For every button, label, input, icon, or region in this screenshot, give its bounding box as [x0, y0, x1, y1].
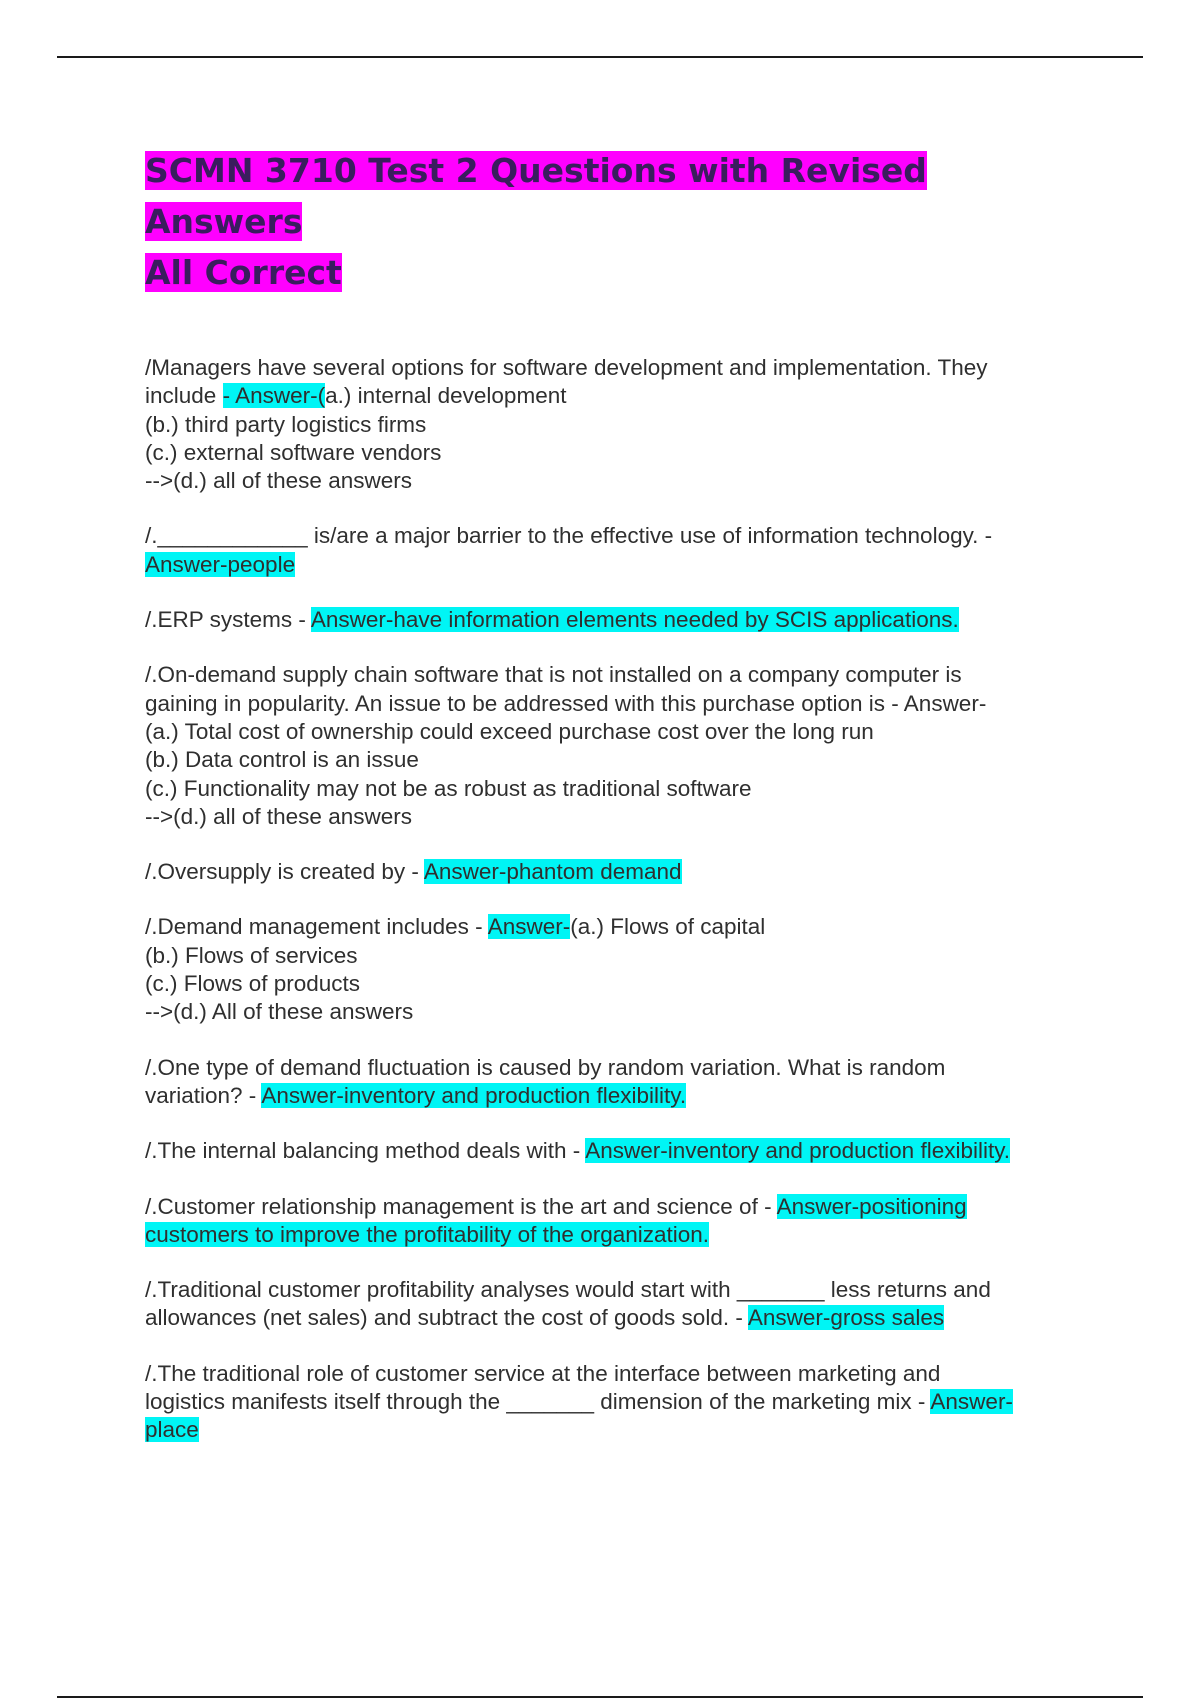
document-body: [145, 145, 1090, 1472]
option-c: (c.) Flows of products: [145, 971, 361, 997]
answer-highlight: - Answer-(: [222, 383, 326, 409]
question-line: [145, 1304, 1090, 1332]
answer-highlight: Answer-: [930, 1389, 1013, 1415]
question-line: [145, 606, 1090, 634]
document-title: [145, 145, 1090, 298]
qa-item-7: [145, 1054, 1090, 1111]
question-line: [145, 382, 1090, 410]
qa-item-2: [145, 522, 1090, 579]
option-text: a.) internal development: [325, 383, 567, 409]
question-text: /.Oversupply is created by -: [145, 859, 424, 885]
question-text: /.The internal balancing method deals with -: [145, 1138, 586, 1164]
question-line: [145, 1137, 1090, 1165]
question-text: /.One type of demand fluctuation is caused by random variation. What is random: [145, 1054, 946, 1080]
answer-highlight: Answer-: [487, 914, 571, 940]
option-b: (b.) third party logistics firms: [145, 411, 427, 437]
option-b: (b.) Flows of services: [145, 942, 358, 968]
option-d: -->(d.) all of these answers: [145, 468, 412, 494]
answer-line: [145, 1221, 1090, 1249]
option-c: (c.) Functionality may not be as robust as traditional software: [145, 775, 752, 801]
answer-highlight: Answer-people: [145, 551, 296, 577]
option-c: (c.) external software vendors: [145, 439, 442, 465]
option-b: (b.) Data control is an issue: [145, 747, 419, 773]
question-text: /.On-demand supply chain software that is not installed on a company computer is: [145, 662, 962, 688]
question-text: /.____________ is/are a major barrier to the effective use of information technology. -: [145, 523, 993, 549]
option-d: -->(d.) All of these answers: [145, 999, 414, 1025]
question-line: [145, 858, 1090, 886]
qa-item-5: [145, 858, 1090, 886]
question-text: /.Traditional customer profitability analyses would start with _______ less returns and: [145, 1277, 991, 1303]
question-line: [145, 1388, 1090, 1416]
title-line-2: All Correct: [145, 253, 342, 292]
answer-highlight: Answer-gross sales: [747, 1305, 945, 1331]
answer-highlight: Answer-phantom demand: [423, 859, 682, 885]
qa-item-6: [145, 913, 1090, 1026]
qa-item-3: [145, 606, 1090, 634]
answer-highlight: place: [145, 1417, 199, 1443]
question-line: [145, 913, 1090, 941]
question-line: [145, 1082, 1090, 1110]
question-text: /.ERP systems -: [145, 607, 311, 633]
qa-item-4: [145, 661, 1090, 831]
answer-highlight: customers to improve the profitability of the organization.: [145, 1221, 710, 1247]
answer-highlight: Answer-inventory and production flexibility.: [585, 1138, 1011, 1164]
header-rule: [57, 56, 1143, 58]
answer-highlight: Answer-positioning: [776, 1193, 967, 1219]
question-text: include: [145, 383, 223, 409]
qa-item-11: [145, 1360, 1090, 1445]
answer-line: [145, 551, 1090, 579]
question-text: variation? -: [145, 1082, 262, 1108]
question-text: /.The traditional role of customer service at the interface between marketing and: [145, 1360, 941, 1386]
question-text: logistics manifests itself through the _______ dimension of the marketing mix -: [145, 1389, 931, 1415]
answer-line: [145, 1416, 1090, 1444]
answer-highlight: Answer-have information elements needed by SCIS applications.: [310, 607, 959, 633]
qa-item-8: [145, 1137, 1090, 1165]
qa-item-1: [145, 354, 1090, 495]
question-text: gaining in popularity. An issue to be addressed with this purchase option is - Answer-: [145, 690, 987, 716]
option-d: -->(d.) all of these answers: [145, 803, 412, 829]
option-a: (a.) Total cost of ownership could exceed purchase cost over the long run: [145, 718, 874, 744]
question-text: /.Demand management includes -: [145, 914, 488, 940]
question-text: /.Customer relationship management is the art and science of -: [145, 1193, 777, 1219]
question-text: allowances (net sales) and subtract the cost of goods sold. -: [145, 1305, 748, 1331]
qa-item-10: [145, 1276, 1090, 1333]
title-line-1: SCMN 3710 Test 2 Questions with Revised Answers: [145, 151, 927, 241]
question-text: /Managers have several options for software development and implementation. They: [145, 355, 988, 380]
question-line: [145, 1193, 1090, 1221]
option-a: (a.) Flows of capital: [570, 914, 766, 940]
footer-rule: [57, 1696, 1143, 1698]
qa-item-9: [145, 1193, 1090, 1250]
answer-highlight: Answer-inventory and production flexibility.: [261, 1082, 687, 1108]
